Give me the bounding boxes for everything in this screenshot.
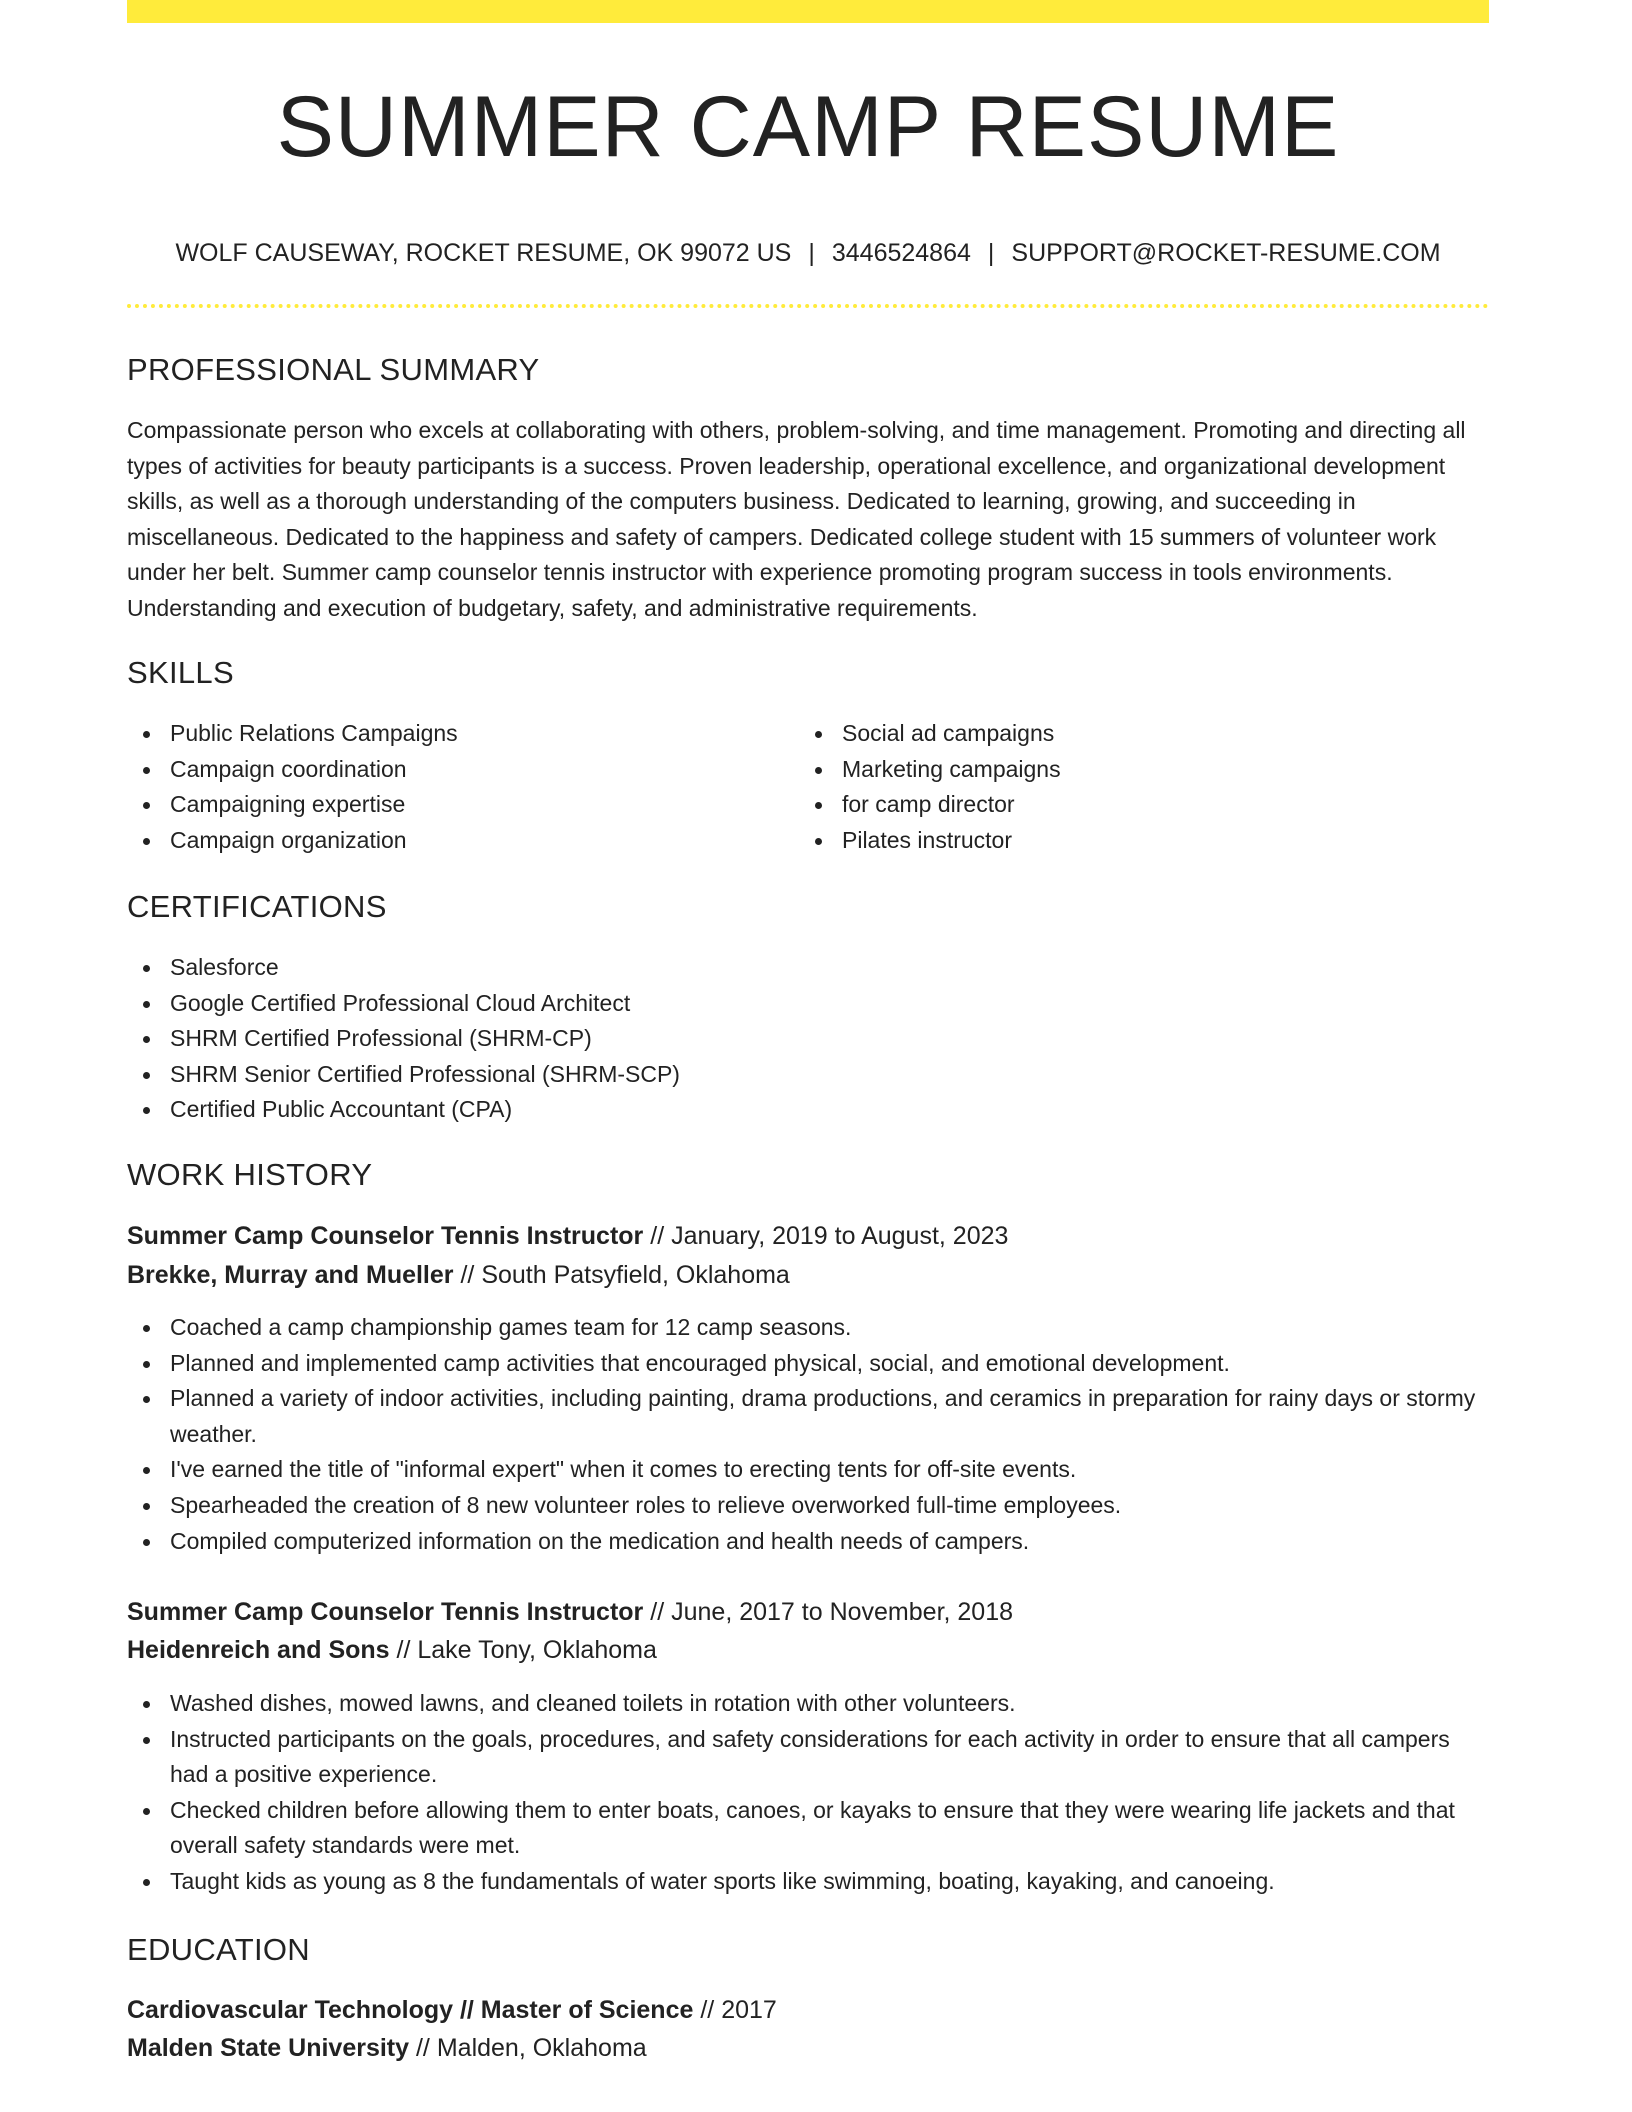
skill-item: Campaign coordination <box>127 752 767 788</box>
certification-item: Salesforce <box>127 950 1489 986</box>
job-bullets <box>127 1310 1489 1559</box>
skill-item: Public Relations Campaigns <box>127 716 767 752</box>
contact-email: SUPPORT@ROCKET-RESUME.COM <box>1011 239 1441 267</box>
text-separator: // <box>700 1996 715 2024</box>
job-bullet: Checked children before allowing them to enter boats, canoes, or kayaks to ensure that they were wearing life jackets and that overall safety standards were met. <box>127 1793 1489 1864</box>
education-school-line <box>127 2029 647 2067</box>
job-bullet: Planned a variety of indoor activities, including painting, drama productions, and ceramics in preparation for rainy days or stormy weather. <box>127 1381 1489 1452</box>
skill-item: Marketing campaigns <box>799 752 1439 788</box>
certification-item: Certified Public Accountant (CPA) <box>127 1092 1489 1128</box>
job-bullet: Spearheaded the creation of 8 new volunteer roles to relieve overworked full-time employees. <box>127 1488 1489 1524</box>
job-role: Summer Camp Counselor Tennis Instructor <box>127 1598 644 1626</box>
contact-separator: | <box>987 239 995 267</box>
contact-line <box>127 236 1489 270</box>
job-bullet: Instructed participants on the goals, procedures, and safety considerations for each activity in order to ensure that all campers had a positive experience. <box>127 1722 1489 1793</box>
job-bullet: Compiled computerized information on the medication and health needs of campers. <box>127 1524 1489 1560</box>
certification-item: SHRM Senior Certified Professional (SHRM-SCP) <box>127 1057 1489 1093</box>
certifications-list <box>127 950 1489 1128</box>
summary-paragraph: Compassionate person who excels at collaborating with others, problem-solving, and time management. Promoting and directing all types of activities for beauty participants is a success. Proven leadership, operational excellence, and organizational development skills, as well as a thorough understanding of the computers business. Dedicated to learning, growing, and succeeding in miscellaneous. Dedicated to the happiness and safety of campers. Dedicated college student with 15 summers of volunteer work under her belt. Summer camp counselor tennis instructor with experience promoting program success in tools environments. Understanding and execution of budgetary, safety, and administrative requirements. <box>127 417 1466 621</box>
job-company-line <box>127 1631 657 1669</box>
education-degree-line <box>127 1991 777 2029</box>
skills-list-left <box>127 716 767 858</box>
contact-phone: 3446524864 <box>831 239 971 267</box>
education-location: Malden, Oklahoma <box>436 2034 647 2062</box>
section-title-certifications: CERTIFICATIONS <box>127 889 387 924</box>
skill-item: for camp director <box>799 787 1439 823</box>
section-title-work-history: WORK HISTORY <box>127 1157 373 1192</box>
education-degree: Cardiovascular Technology // Master of Science <box>127 1996 694 2024</box>
text-separator: // <box>396 1636 411 1664</box>
job-title-line <box>127 1217 1008 1255</box>
section-title-summary: PROFESSIONAL SUMMARY <box>127 352 540 387</box>
section-title-skills: SKILLS <box>127 655 234 690</box>
section-title-education: EDUCATION <box>127 1932 310 1967</box>
text-separator: // <box>460 1261 475 1289</box>
contact-separator: | <box>808 239 815 267</box>
text-separator: // <box>650 1598 665 1626</box>
job-company-line <box>127 1256 790 1294</box>
job-location: Lake Tony, Oklahoma <box>417 1636 657 1664</box>
skill-item: Campaign organization <box>127 823 767 859</box>
job-bullet: Taught kids as young as 8 the fundamentals of water sports like swimming, boating, kayaking, and canoeing. <box>127 1864 1489 1900</box>
job-dates: January, 2019 to August, 2023 <box>671 1222 1009 1250</box>
job-company: Brekke, Murray and Mueller <box>127 1261 454 1289</box>
job-bullet: I've earned the title of "informal expert" when it comes to erecting tents for off-site events. <box>127 1452 1489 1488</box>
education-year: 2017 <box>721 1996 777 2024</box>
resume-title: SUMMER CAMP RESUME <box>276 79 1340 175</box>
certification-item: Google Certified Professional Cloud Architect <box>127 986 1489 1022</box>
job-location: South Patsyfield, Oklahoma <box>481 1261 790 1289</box>
job-bullet: Washed dishes, mowed lawns, and cleaned toilets in rotation with other volunteers. <box>127 1686 1489 1722</box>
text-separator: // <box>415 2034 430 2062</box>
job-company: Heidenreich and Sons <box>127 1636 390 1664</box>
skill-item: Campaigning expertise <box>127 787 767 823</box>
skills-list-right <box>799 716 1439 858</box>
job-title-line <box>127 1593 1013 1631</box>
certification-item: SHRM Certified Professional (SHRM-CP) <box>127 1021 1489 1057</box>
job-bullet: Planned and implemented camp activities that encouraged physical, social, and emotional development. <box>127 1346 1489 1382</box>
job-dates: June, 2017 to November, 2018 <box>671 1598 1014 1626</box>
dotted-divider <box>127 304 1489 308</box>
skill-item: Pilates instructor <box>799 823 1439 859</box>
accent-top-bar <box>127 0 1489 23</box>
skill-item: Social ad campaigns <box>799 716 1439 752</box>
contact-address: WOLF CAUSEWAY, ROCKET RESUME, OK 99072 US <box>175 239 792 267</box>
job-bullets <box>127 1686 1489 1900</box>
education-school: Malden State University <box>127 2034 410 2062</box>
job-role: Summer Camp Counselor Tennis Instructor <box>127 1222 644 1250</box>
text-separator: // <box>650 1222 665 1250</box>
job-bullet: Coached a camp championship games team for 12 camp seasons. <box>127 1310 1489 1346</box>
